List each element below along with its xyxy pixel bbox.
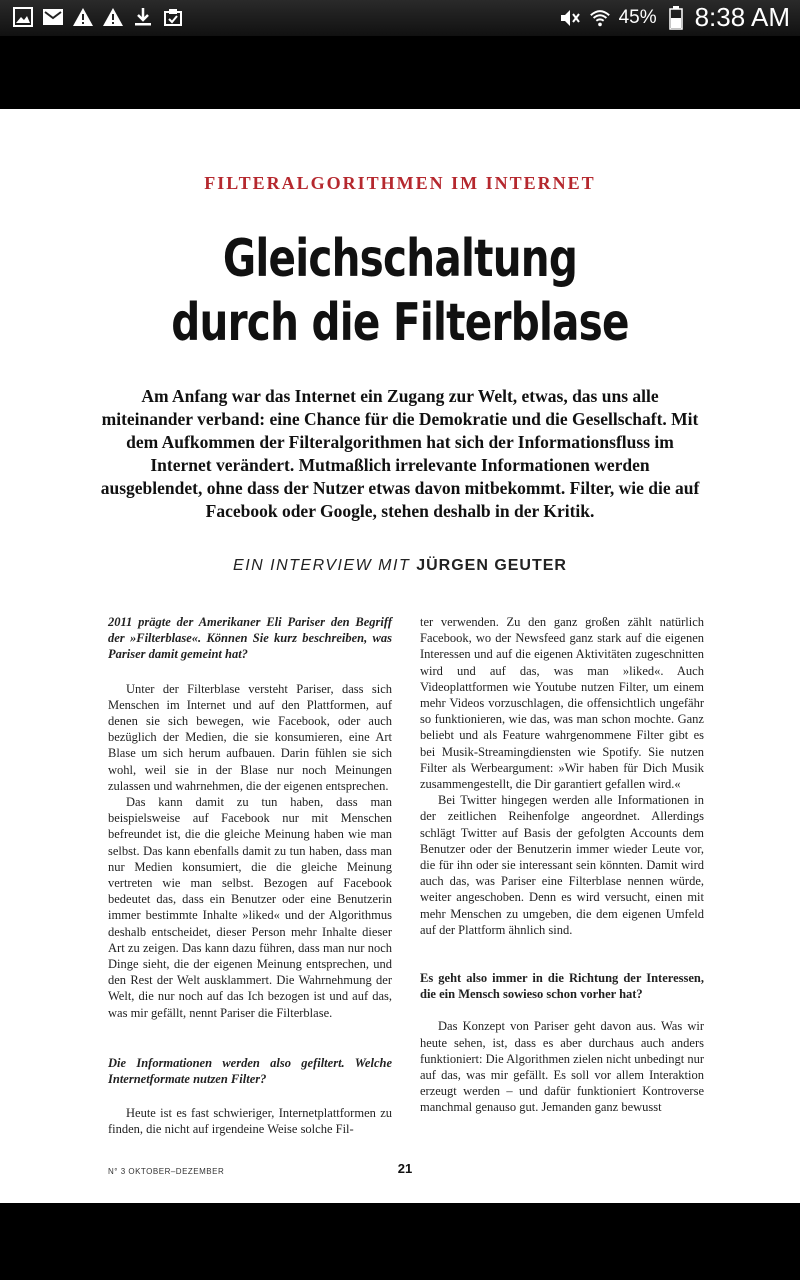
headline-line-1: Gleichschaltung [222, 229, 578, 289]
headline-line-2: durch die Filterblase [171, 293, 629, 353]
download-icon [132, 6, 154, 28]
interview-answer: Das kann damit zu tun haben, dass man beispielsweise auf Facebook nur mit Menschen befreundet ist, die die gleiche Meinung haben wie man selbst. Das kann ebenfalls damit zu tun haben, dass man nur Medien konsumiert, die die gleiche Meinung vertreten wie man selbst. Bezogen auf Facebook bedeutet das, dass ein Benutzer oder eine Benutzerin immer bestimmte Inhalte »liked« und der Algorithmus deshalb entscheidet, dieser Person mehr Inhalte dieser Art zu zeigen. Das kann dazu führen, dass man nur noch Dinge sieht, die der eigenen Meinung entsprechen, und den Rest der Welt ausklammert. Die Wahrnehmung der Welt, die nur noch auf das Ich bezogen ist und auf das, was mir gefällt, nennt Pariser die Filterblase. [108, 795, 392, 1020]
mute-icon [559, 7, 581, 29]
system-indicators [559, 2, 790, 33]
interview-answer: Bei Twitter hingegen werden alle Informationen in der zeitlichen Reihenfolge angeordnet. Allerdings schlägt Twitter auf Basis der gefolgten Accounts dem Benutzer oder der Benutzerin immer wieder Leute vor, die für ihn oder sie interessant sein könnten. Damit wird auch das, was Pariser eine Filterblase nennen würde, weiter angeschoben. Denn es wird versucht, einen mit mehr Menschen zu umgeben, die dem eigenen Umfeld auf der Plattform ähnlich sind. [420, 793, 704, 937]
interview-answer: Heute ist es fast schwieriger, Internetplattformen zu finden, die nicht auf irgendeine Weise solche Fil- [108, 1106, 392, 1137]
article-lede: Am Anfang war das Internet ein Zugang zur Welt, etwas, das uns alle miteinander verband: eine Chance für die Demokratie und die Gesellschaft. Mit dem Aufkommen der Filteralgorithmen hat sich der Informationsfluss im Internet verändert. Mutmaßlich irrelevante Informationen werden ausgeblendet, ohne dass der Nutzer etwas davon mitbekommt. Filter, wie die auf Facebook oder Google, stehen deshalb in der Kritik. [100, 386, 700, 521]
notification-icons [12, 6, 184, 28]
clock: 8:38 AM [694, 2, 790, 32]
battery-icon [665, 7, 687, 29]
wifi-icon [589, 7, 611, 29]
byline-name: JÜRGEN GEUTER [416, 557, 567, 574]
article-kicker: FILTERALGORITHMEN IM INTERNET [204, 173, 596, 193]
mail-icon [42, 6, 64, 28]
clipboard-icon [162, 6, 184, 28]
battery-percent: 45% [618, 6, 657, 28]
warning-icon [102, 6, 124, 28]
page-number: 21 [397, 1161, 413, 1176]
interview-question: 2011 prägte der Amerikaner Eli Pariser den Begriff der »Filterblase«. Können Sie kurz beschreiben, was Pariser damit gemeint hat? [108, 615, 392, 662]
interview-answer: Das Konzept von Pariser geht davon aus. Was wir heute sehen, ist, dass es aber durchaus auch anders funktioniert: Die Algorithmen zielen nicht unbedingt nur auf das, was mir gefällt. Es soll vor allem Interaktion erzeugt werden – und dafür funktioniert Kontroverse manchmal genauso gut. Jemanden ganz bewusst [420, 1019, 704, 1115]
article-headline [88, 227, 712, 355]
magazine-page [0, 109, 800, 1203]
interview-answer: ter verwenden. Zu den ganz großen zählt natürlich Facebook, wo der Newsfeed ganz stark auf die eigenen Interessen und auf die eigenen Aktivitäten zugeschnitten wird und auf das, was man »liked«. Auch Videoplattformen wie Youtube nutzen Filter, um einem mehr Videos vorzuschlagen, die offensichtlich ungefähr so funktionieren, wie das, was man schon mochte. Ganz beliebt und als Feature wahrgenommene Filter gibt es bei Musik-Streamingdiensten wie Spotify. Sie nutzen Filter als Werbeargument: »Wir haben für Dich Musik zusammengestellt, die Dir garantiert gefallen wird.« [420, 615, 704, 792]
issue-info: N° 3 OKTOBER–DEZEMBER [108, 1167, 225, 1176]
right-column [420, 614, 704, 1116]
warning-icon [72, 6, 94, 28]
interview-question: Es geht also immer in die Richtung der Interessen, die ein Mensch sowieso schon vorher hat? [420, 971, 704, 1002]
status-bar [0, 0, 800, 36]
interview-question: Die Informationen werden also gefiltert. Welche Internetformate nutzen Filter? [108, 1055, 392, 1087]
gallery-icon [12, 6, 34, 28]
interview-answer: Unter der Filterblase versteht Pariser, dass sich Menschen im Internet und auf den Plattformen, auf denen sie sich bewegen, wie Facebook, oder auch bezüglich der Medien, die sie konsumieren, eine Art Blase um sich herum aufbauen. Darin fühlen sie sich wohl, weil sie in der Blase nur noch Meinungen zulassen und wahrnehmen, die der eigenen entsprechen. [108, 681, 392, 793]
article-byline [0, 557, 800, 575]
byline-prefix: EIN INTERVIEW MIT [233, 557, 411, 574]
left-column [108, 614, 392, 1138]
